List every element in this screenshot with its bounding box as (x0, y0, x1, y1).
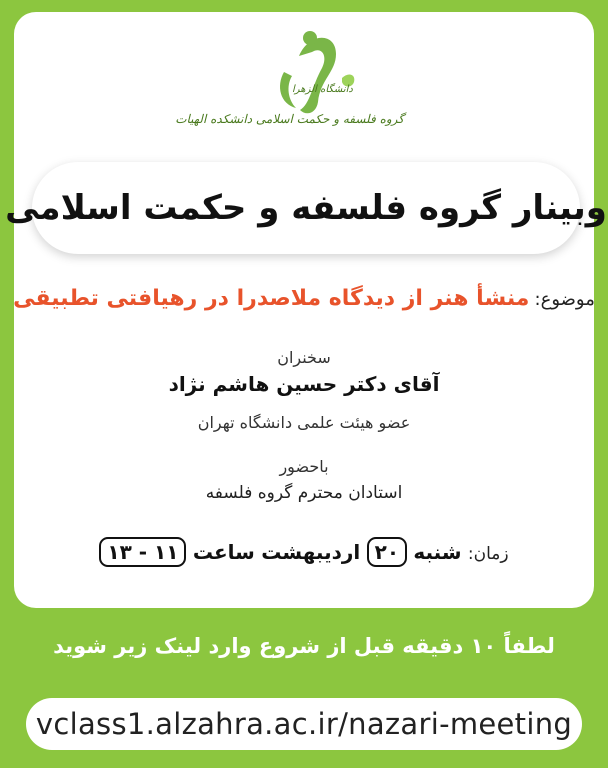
time-range-box: ۱۱ - ۱۳ (99, 537, 186, 567)
topic-line (0, 286, 608, 311)
speaker-name: آقای دکتر حسین هاشم نژاد (168, 372, 440, 396)
time-hour-word: ساعت (192, 540, 255, 564)
time-date-box: ۲۰ (367, 537, 407, 567)
meeting-link[interactable]: vclass1.alzahra.ac.ir/nazari-meeting (35, 707, 573, 741)
speaker-label: سخنران (277, 348, 331, 367)
page-title: وبینار گروه فلسفه و حکمت اسلامی (5, 188, 607, 228)
presence-label: باحضور (279, 457, 329, 476)
meeting-link-box[interactable] (26, 698, 582, 750)
time-line (0, 537, 608, 567)
presence-value: استادان محترم گروه فلسفه (205, 483, 403, 503)
logo-subtitle: گروه فلسفه و حکمت اسلامی دانشکده الهیات (175, 112, 404, 126)
notice-text: لطفاً ۱۰ دقیقه قبل از شروع وارد لینک زیر شوید (53, 634, 555, 658)
speaker-role: عضو هیئت علمی دانشگاه تهران (197, 413, 411, 432)
time-month: اردیبهشت (261, 540, 361, 564)
topic-label: موضوع: (534, 289, 595, 310)
topic-value: منشأ هنر از دیدگاه ملاصدرا در رهیافتی تطبیقی (13, 286, 530, 311)
title-banner (5, 162, 607, 254)
logo-title: دانشگاه الزهرا (292, 84, 353, 95)
time-label: زمان: (467, 544, 509, 564)
time-day: شنبه (413, 540, 462, 564)
